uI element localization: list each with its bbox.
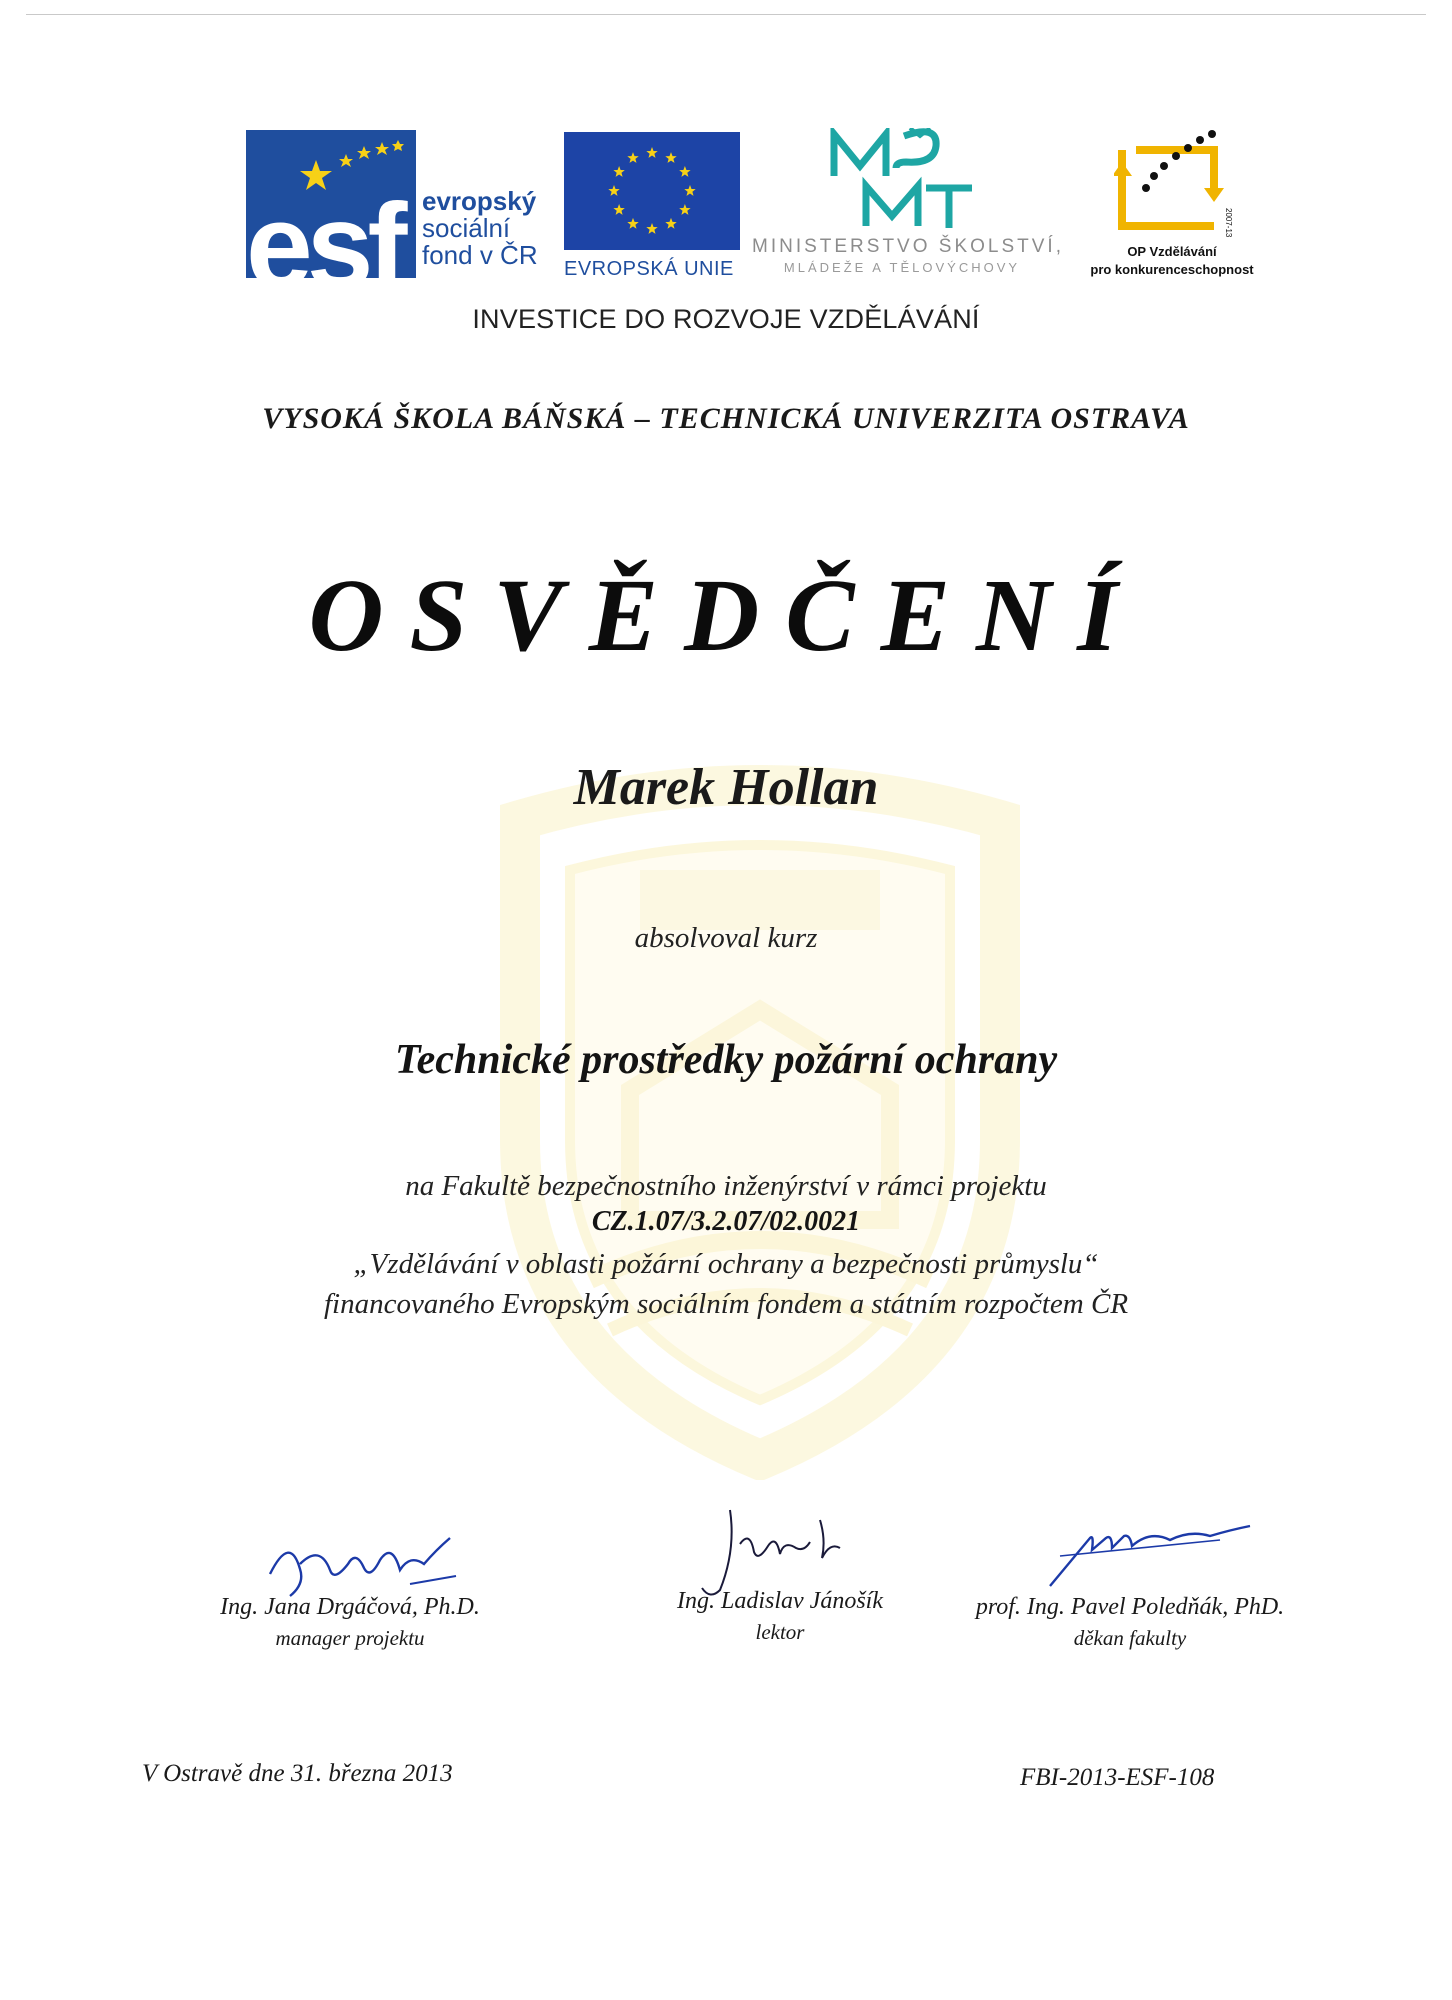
- project-intro: na Fakultě bezpečnostního inženýrství v rámci projektu: [405, 1170, 1047, 1202]
- signer-name: Ing. Ladislav Jánošík: [677, 1588, 883, 1614]
- eu-star-icon: [679, 204, 690, 215]
- signer-role: lektor: [755, 1620, 805, 1644]
- place-and-date: V Ostravě dne 31. března 2013: [142, 1760, 453, 1787]
- handwritten-signature: [260, 1524, 460, 1604]
- eu-star-icon: [646, 147, 657, 158]
- eu-star-icon: [679, 166, 690, 177]
- esf-logo-letters: esf: [246, 179, 402, 313]
- project-name: „Vzdělávání v oblasti požární ochrany a bezpečnosti průmyslu“: [353, 1248, 1099, 1280]
- signer-role: manager projektu: [275, 1626, 425, 1650]
- esf-line-1: evropský: [422, 186, 537, 216]
- eu-stars-icon: [564, 132, 740, 250]
- course-name: Technické prostředky požární ochrany: [394, 1037, 1058, 1083]
- op-logo-icon: [1114, 128, 1234, 238]
- handwritten-signature: [1020, 1516, 1260, 1596]
- investment-slogan: INVESTICE DO ROZVOJE VZDĚLÁVÁNÍ: [472, 304, 980, 334]
- signer-name: Ing. Jana Drgáčová, Ph.D.: [220, 1594, 480, 1620]
- eu-star-icon: [613, 204, 624, 215]
- msmt-logo: [752, 128, 1064, 278]
- eu-star-icon: [613, 166, 624, 177]
- project-number: CZ.1.07/3.2.07/02.0021: [591, 1206, 861, 1237]
- esf-logo: [246, 130, 556, 313]
- signer-name: prof. Ing. Pavel Poledňák, PhD.: [975, 1594, 1285, 1620]
- op-year-label: 2007-13: [1224, 208, 1233, 238]
- eu-star-icon: [684, 185, 695, 196]
- signature-block-dean: [940, 1536, 1320, 1666]
- faculty-emblem-watermark: [480, 760, 1040, 1480]
- esf-logo-text: [422, 188, 538, 269]
- eu-flag: [564, 132, 740, 250]
- eu-caption: EVROPSKÁ UNIE: [564, 258, 734, 280]
- op-line-2: pro konkurenceschopnost: [1090, 262, 1254, 277]
- esf-logo-box: [246, 130, 416, 313]
- eu-star-icon: [665, 218, 676, 229]
- msmt-line-1: MINISTERSTVO ŠKOLSTVÍ,: [752, 236, 1064, 257]
- signature-block-lecturer: [620, 1530, 940, 1660]
- signer-role: děkan fakulty: [1073, 1626, 1187, 1650]
- recipient-name: Marek Hollan: [573, 759, 879, 816]
- eu-star-icon: [646, 223, 657, 234]
- certificate-id: FBI-2013-ESF-108: [1020, 1764, 1215, 1791]
- msmt-monogram-icon: [826, 128, 976, 232]
- handwritten-signature: [680, 1500, 880, 1600]
- university-name: VYSOKÁ ŠKOLA BÁŇSKÁ – TECHNICKÁ UNIVERZITA OSTRAVA: [262, 402, 1190, 435]
- top-scan-edge: [26, 14, 1426, 15]
- eu-star-icon: [627, 218, 638, 229]
- op-vzdelavani-logo: [1062, 128, 1282, 288]
- completed-text: absolvoval kurz: [634, 922, 818, 954]
- funding-text: financovaného Evropským sociálním fondem a státním rozpočtem ČR: [323, 1288, 1129, 1320]
- certificate-title: OSVĚDČENÍ: [308, 558, 1144, 673]
- eu-star-icon: [627, 152, 638, 163]
- op-line-1: OP Vzdělávání: [1127, 244, 1217, 259]
- esf-line-2: sociální: [422, 213, 511, 243]
- eu-logo: [564, 132, 750, 292]
- signature-block-manager: [180, 1536, 520, 1666]
- msmt-line-2: MLÁDEŽE A TĚLOVÝCHOVY: [783, 260, 1021, 275]
- esf-line-3: fond v ČR: [422, 240, 538, 270]
- eu-star-icon: [665, 152, 676, 163]
- eu-star-icon: [608, 185, 619, 196]
